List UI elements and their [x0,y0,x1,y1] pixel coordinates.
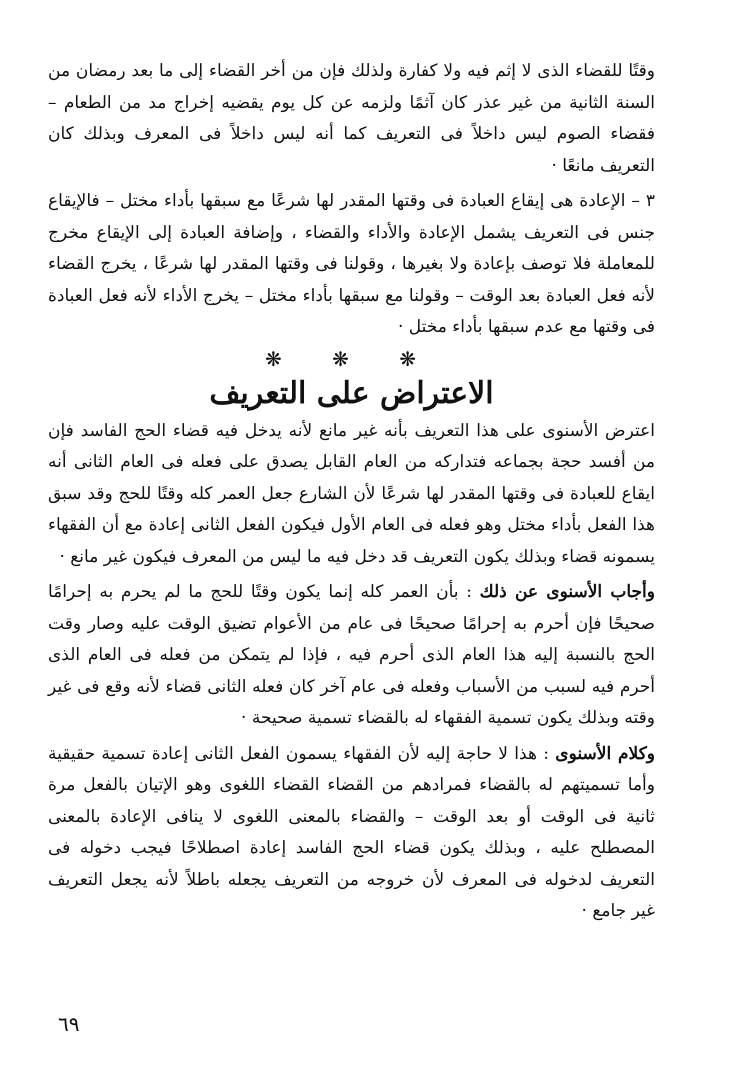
page-number: ٦٩ [58,1012,80,1036]
paragraph-intro: وقتًا للقضاء الذى لا إثم فيه ولا كفارة ولذلك فإن من أخر القضاء إلى ما بعد رمضان من السنة الثانية من غير عذر كان آثمًا ولزمه عن كل يوم يقضيه إخراج مد من الطعام – فقضاء الصوم ليس داخلاً فى التعريف كما أنه ليس داخلاً فى المعرف وبذلك كان التعريف مانعًا · [48,61,655,176]
paragraph-answer-text: : بأن العمر كله إنما يكون وقتًا للحج ما لم يحرم به إحرامًا صحيحًا فإن أحرم به إحرامًا صحيحًا فى عام من الأعوام تضيق الوقت عليه وصار وقت الحج بالنسبة إليه هذا العام الذى أحرم فيه ، فإذا لم يتمكن من فعله فى العام الذى أحرم فيه لسبب من الأسباب وفعله فى عام آخر كان فعله الثانى قضاء لأنه وقع فى غير وقته وبذلك يكون تسمية الفقهاء له بالقضاء تسمية صحيحة · [48,582,655,728]
paragraph-answer [48,577,655,735]
paragraph-remark [48,739,655,928]
section-heading: الاعتراض على التعريف [209,375,494,411]
paragraph-objection: اعترض الأسنوى على هذا التعريف بأنه غير مانع لأنه يدخل فيه قضاء الحج الفاسد فإن من أفسد حجة بجماعه فتداركه من العام القابل يصدق على فعله فى العام الثانى أنه ايقاع للعبادة فى وقتها المقدر لها شرعًا لأن الشارع جعل العمر كله وقتًا للحج وقد سبق هذا الفعل بأداء مختل وهو فعله فى العام الأول فيكون الفعل الثانى إعادة مع أن الفقهاء يسمونه قضاء وبذلك يكون التعريف قد دخل فيه ما ليس من المعرف فيكون غير مانع · [48,420,655,567]
separator-stars: ❋ ❋ ❋ [265,346,438,371]
paragraph-remark-lead: وكلام الأسنوى [555,743,655,764]
paragraph-answer-lead: وأجاب الأسنوى عن ذلك [479,582,655,602]
paragraph-remark-text: : هذا لا حاجة إليه لأن الفقهاء يسمون الفعل الثانى إعادة تسمية حقيقية وأما تسميتهم له بالقضاء فمرادهم من القضاء القضاء اللغوى وهو الإتيان بالفعل مرة ثانية فى الوقت أو بعد الوقت – والقضاء بالمعنى اللغوى لا ينافى الإعادة بالمعنى المصطلح عليه ، وبذلك يكون قضاء الحج الفاسد إعادة اصطلاحًا فيجب دخوله فى التعريف لدخوله فى المعرف لأن خروجه من التعريف يجعله باطلاً لأنه يجعل التعريف غير جامع · [48,743,655,921]
paragraph-definition-3: ٣ – الإعادة هى إيقاع العبادة فى وقتها المقدر لها شرعًا مع سبقها بأداء مختل – فالإيقاع جنس فى التعريف يشمل الإعادة والأداء والقضاء ، وإضافة العبادة إلى الإيقاع مخرج للمعاملة فلا توصف بإعادة ولا بغيرها ، وقولنا فى وقتها المقدر لها شرعًا ، يخرج القضاء لأنه فعل العبادة بعد الوقت – وقولنا مع سبقها بأداء مختل – يخرج الأداء لأنه فعل العبادة فى وقتها مع عدم سبقها بأداء مختل · [48,191,655,337]
